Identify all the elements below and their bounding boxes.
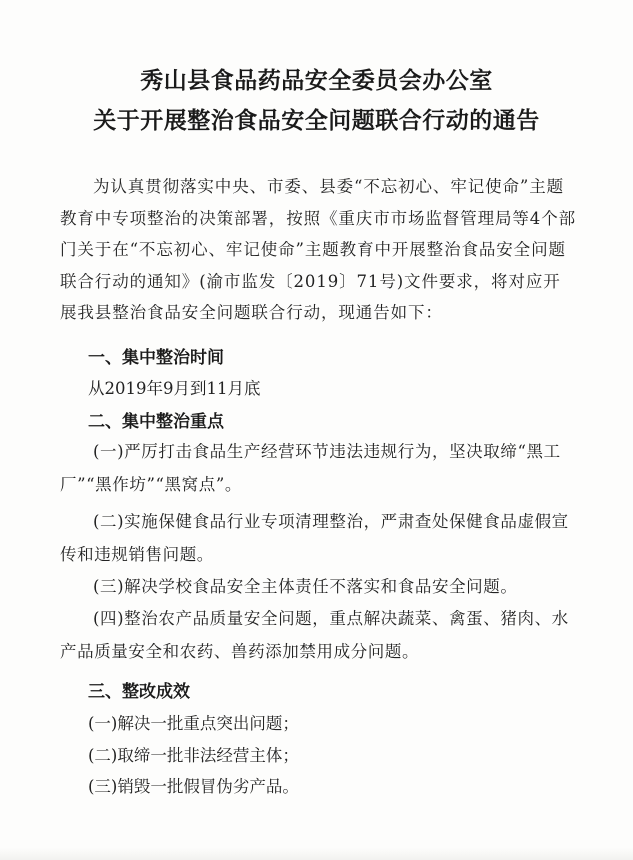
document-title-line-1: 秀山县食品药品安全委员会办公室 (140, 68, 493, 94)
section-3-item-3: (三)销毁一批假冒伪劣产品。 (88, 777, 299, 796)
section-3-item-2: (二)取缔一批非法经营主体； (88, 746, 299, 765)
section-1-heading: 一、集中整治时间 (88, 348, 224, 368)
document-title-line-2: 关于开展整治食品安全问题联合行动的通告 (93, 108, 540, 134)
page-edge-shade (0, 848, 633, 860)
intro-paragraph: 为认真贯彻落实中央、市委、县委“不忘初心、牢记使命”主题教育中专项整治的决策部署，按照《重庆市市场监督管理局等4个部门关于在“不忘初心、牢记使命”主题教育中开展整治食品安全问题联合行动的通知》(渝市监发〔2019〕71号)文件要求，将对应开展我县整治食品安全问题联合行动，现通告如下： (60, 177, 576, 322)
section-2-item-4: (四)整治农产品质量安全问题，重点解决蔬菜、禽蛋、猪肉、水产品质量安全和农药、兽药添加禁用成分问题。 (60, 609, 569, 661)
section-2-item-3: (三)解决学校食品安全主体责任不落实和食品安全问题。 (93, 577, 518, 596)
section-3-heading: 三、整改成效 (88, 682, 190, 702)
section-2-heading: 二、集中整治重点 (88, 412, 224, 432)
section-2-item-1: (一)严厉打击食品生产经营环节违法违规行为，坚决取缔“黑工厂”“黑作坊”“黑窝点”。 (60, 442, 561, 494)
section-1-text: 从2019年9月到11月底 (88, 379, 261, 398)
section-2-item-2: (二)实施保健食品行业专项清理整治，严肃查处保健食品虚假宣传和违规销售问题。 (60, 512, 569, 564)
section-3-item-1: (一)解决一批重点突出问题； (88, 714, 299, 733)
